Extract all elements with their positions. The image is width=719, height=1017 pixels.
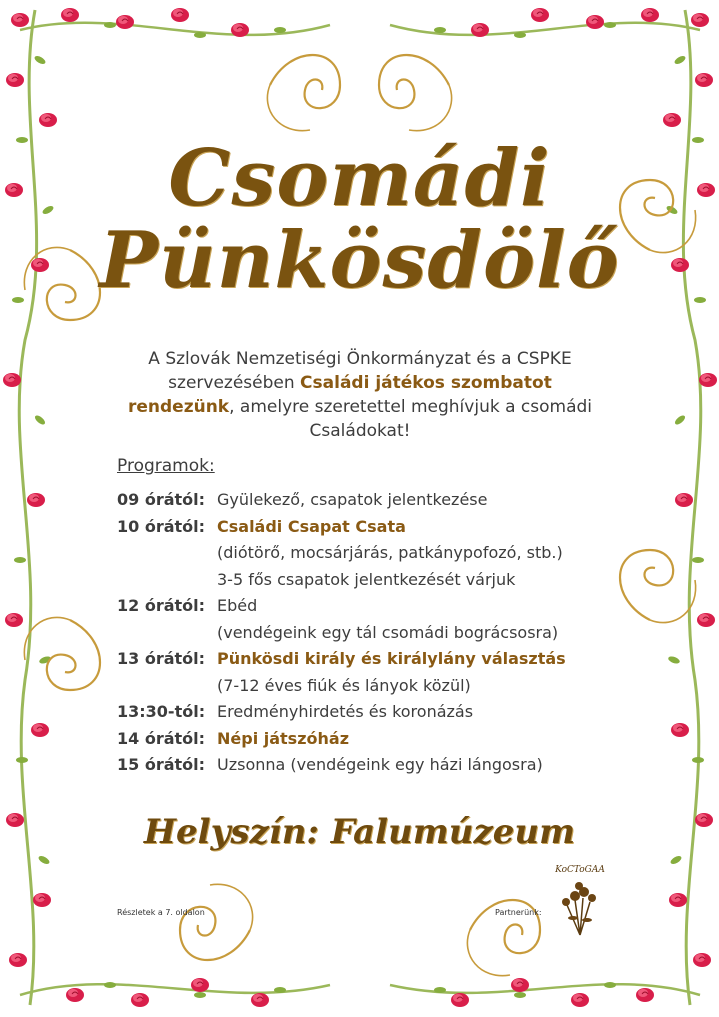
schedule-desc: Uzsonna (vendégeink egy házi lángosra) [217,755,543,774]
schedule-desc: Gyülekező, csapatok jelentkezése [217,490,488,509]
schedule-desc: Népi játszóház [217,728,350,748]
schedule-time: 14 órától: [117,728,206,748]
schedule-time: 12 órától: [117,596,206,615]
schedule-time [117,673,217,700]
schedule-row [117,726,597,753]
schedule-row [117,646,597,673]
title-line-1: Csomádi [168,133,551,224]
schedule-row [117,593,597,620]
schedule-list [117,487,597,779]
schedule-desc: (vendégeink egy tál csomádi bográcsosra) [217,622,559,642]
venue: Helyszín: Falumúzeum [143,812,576,852]
schedule-desc: Eredményhirdetés és koronázás [217,702,474,721]
schedule-row [117,752,597,779]
schedule-row [117,620,597,647]
title-line-2: Pünkösdölő [99,215,620,306]
schedule-time: 09 órától: [117,490,206,509]
schedule-row [117,699,597,726]
schedule-row [117,487,597,514]
schedule-row [117,514,597,541]
schedule-desc: Családi Csapat Csata [217,516,406,536]
schedule-desc: (diótörő, mocsárjárás, patkánypofozó, stb.) [217,543,563,562]
schedule-row [117,540,597,567]
details-note: Részletek a 7. oldalon [117,908,205,917]
schedule-time: 15 órától: [117,755,206,774]
schedule-time: 13 órától: [117,649,206,668]
intro-paragraph [120,347,600,443]
schedule-row [117,567,597,594]
partner-logo-text: KoCToGAA [555,865,605,875]
intro-highlight: Családi játékos szombatot rendezünk [127,373,552,417]
partner-label: Partnerünk: [495,908,542,917]
schedule-desc: 3-5 fős csapatok jelentkezését várjuk [217,569,516,589]
intro-text-2: , amelyre szeretettel meghívjuk a csomádi Családokat! [229,397,593,441]
flower-bouquet-logo [545,860,615,940]
schedule-time: 10 órától: [117,516,206,536]
schedule-time [117,567,217,594]
schedule-time [117,540,217,567]
intro-text-1: A Szlovák Nemzetiségi Önkormányzat és a CSPKE szervezésében [148,349,572,393]
schedule-desc: Pünkösdi király és királylány választás [217,649,566,668]
schedule-desc: (7-12 éves fiúk és lányok közül) [217,675,471,695]
program-heading: Programok: [117,456,215,476]
schedule-time [117,620,217,647]
schedule-desc: Ebéd [217,596,258,615]
schedule-row [117,673,597,700]
schedule-time: 13:30-tól: [117,702,206,721]
